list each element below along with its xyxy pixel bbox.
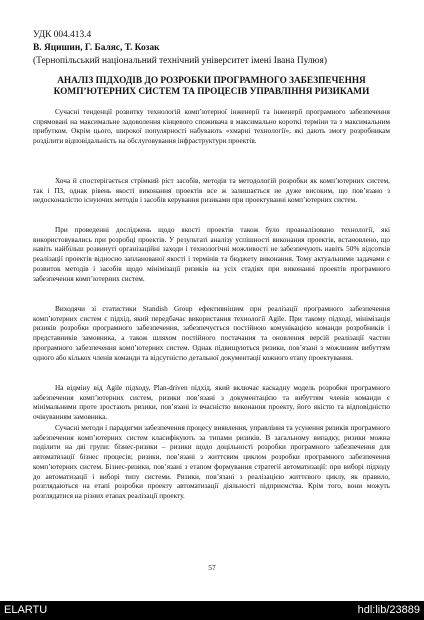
handle-id: hdl:lib/23889	[357, 604, 420, 616]
paragraph-6: Сучасні методи і парадигми забезпечення процесу виявлення, управління та усунення ризиків програмного забезпечення комп’ютерних систем класифікують за типами ризиків. В загальному випадку, ризики можна поділити на дві групи: бізнес-ризики – ризики щодо доцільності розробки програмного забезпечення для автоматизації бізнес процесів; ризики, пов’язані з життєвим циклом розробки програмного забезпечення комп’ютерних систем. Бізнес-ризики, пов’язані з етапом формування стратегії автоматизації: при виборі підходу до автоматизації і виборі типу системи. Ризики, пов’язані з реалізацією життєвого циклу, як правило, розглядаються на етапі розробки проекту автоматизації діяльності підприємства. Крім того, вони можуть розглядатися на різних етапах реалізації проекту.	[33, 424, 390, 500]
paragraph-1: Сучасні тенденції розвитку технологій комп’ютерної інженерії та інженерії програмного забезпечення спрямовані на максимальне задоволення кінцевого споживача в максимально короткі терміни та з максимальним прибутком. Окрім цього, широкої популярності набувають «хмарні технології», які дають змогу розробникам розділити відповідальність на обслуговування інфраструктури проектів.	[33, 108, 390, 146]
affiliation: (Тернопільський національний технічний університет імені Івана Пулюя)	[33, 56, 327, 66]
paragraph-2: Хоча й спостерігається стрімкий ріст засобів, методів та методологій розробки як комп’ютерних систем, так і ПЗ, однак рівень якості виконання проектів все ж залишається не дуже високим, що пов’язано з недосконалістю існуючих методів і засобів керування ризиками при проектуванні комп’ютерних систем.	[33, 177, 390, 205]
udk-code: УДК 004.413.4	[33, 30, 92, 40]
repository-footer	[0, 601, 424, 620]
paper-title-line-2: КОМП’ЮТЕРНИХ СИСТЕМ ТА ПРОЦЕСІВ УПРАВЛІННЯ РИЗИКАМИ	[53, 87, 370, 97]
paragraph-5: На відміну від Agile підходу, Plan-driven підхід, який включає каскадну модель розробки програмного забезпечення комп’ютерних систем, ризики пов’язані з документацією та вибуттям членів команди є мінімальними проте зростають ризики, пов’язані із вчасністю виконання проекту, його якістю та відповідністю очікуванням замовника.	[33, 384, 390, 422]
paragraph-3: При проведенні досліджень щодо якості проектів також було проаналізовано технології, які використовувались при розробці проектів. У результаті аналізу успішності виконання проектів, встановлено, що навіть найбільш розвинуті організаційні заходи і технологічні можливості не забезпечують навіть 50% відсотків реалізації проектів відносно запланованої якості і термінів та бюджету виконання. Тому актуальними задачами є розвиток методів і засобів щодо мінімізації ризиків на усіх стадіях при виконанні проектів програмного забезпечення комп’ютерних систем.	[33, 226, 390, 283]
paper-title-line-1: АНАЛІЗ ПІДХОДІВ ДО РОЗРОБКИ ПРОГРАМНОГО ЗАБЕЗПЕЧЕННЯ	[57, 76, 366, 86]
paragraph-4: Виходячи зі статистики Standish Group ефективнішим при реалізації програмного забезпечення комп’ютерних систем є підхід, який передбачає використання технології Agile. При такому підході, мінімізація ризиків розробки програмного забезпечення, забезпечується постійною комунікацією команди розробників і представників замовника, а також шляхом постійного постачання та оновлення версій реалізації частин програмного забезпечення комп’ютерних систем. Однак підвищуються ризики, пов’язані з можливим вибуттям одного або кількох членів команди та відсутністю детальної документації кожного етапу проектування.	[33, 305, 390, 362]
authors: В. Яцишин, Г. Баляс, Т. Козак	[33, 43, 160, 53]
repository-name: ELARTU	[4, 604, 48, 616]
page-number: 57	[208, 563, 216, 572]
